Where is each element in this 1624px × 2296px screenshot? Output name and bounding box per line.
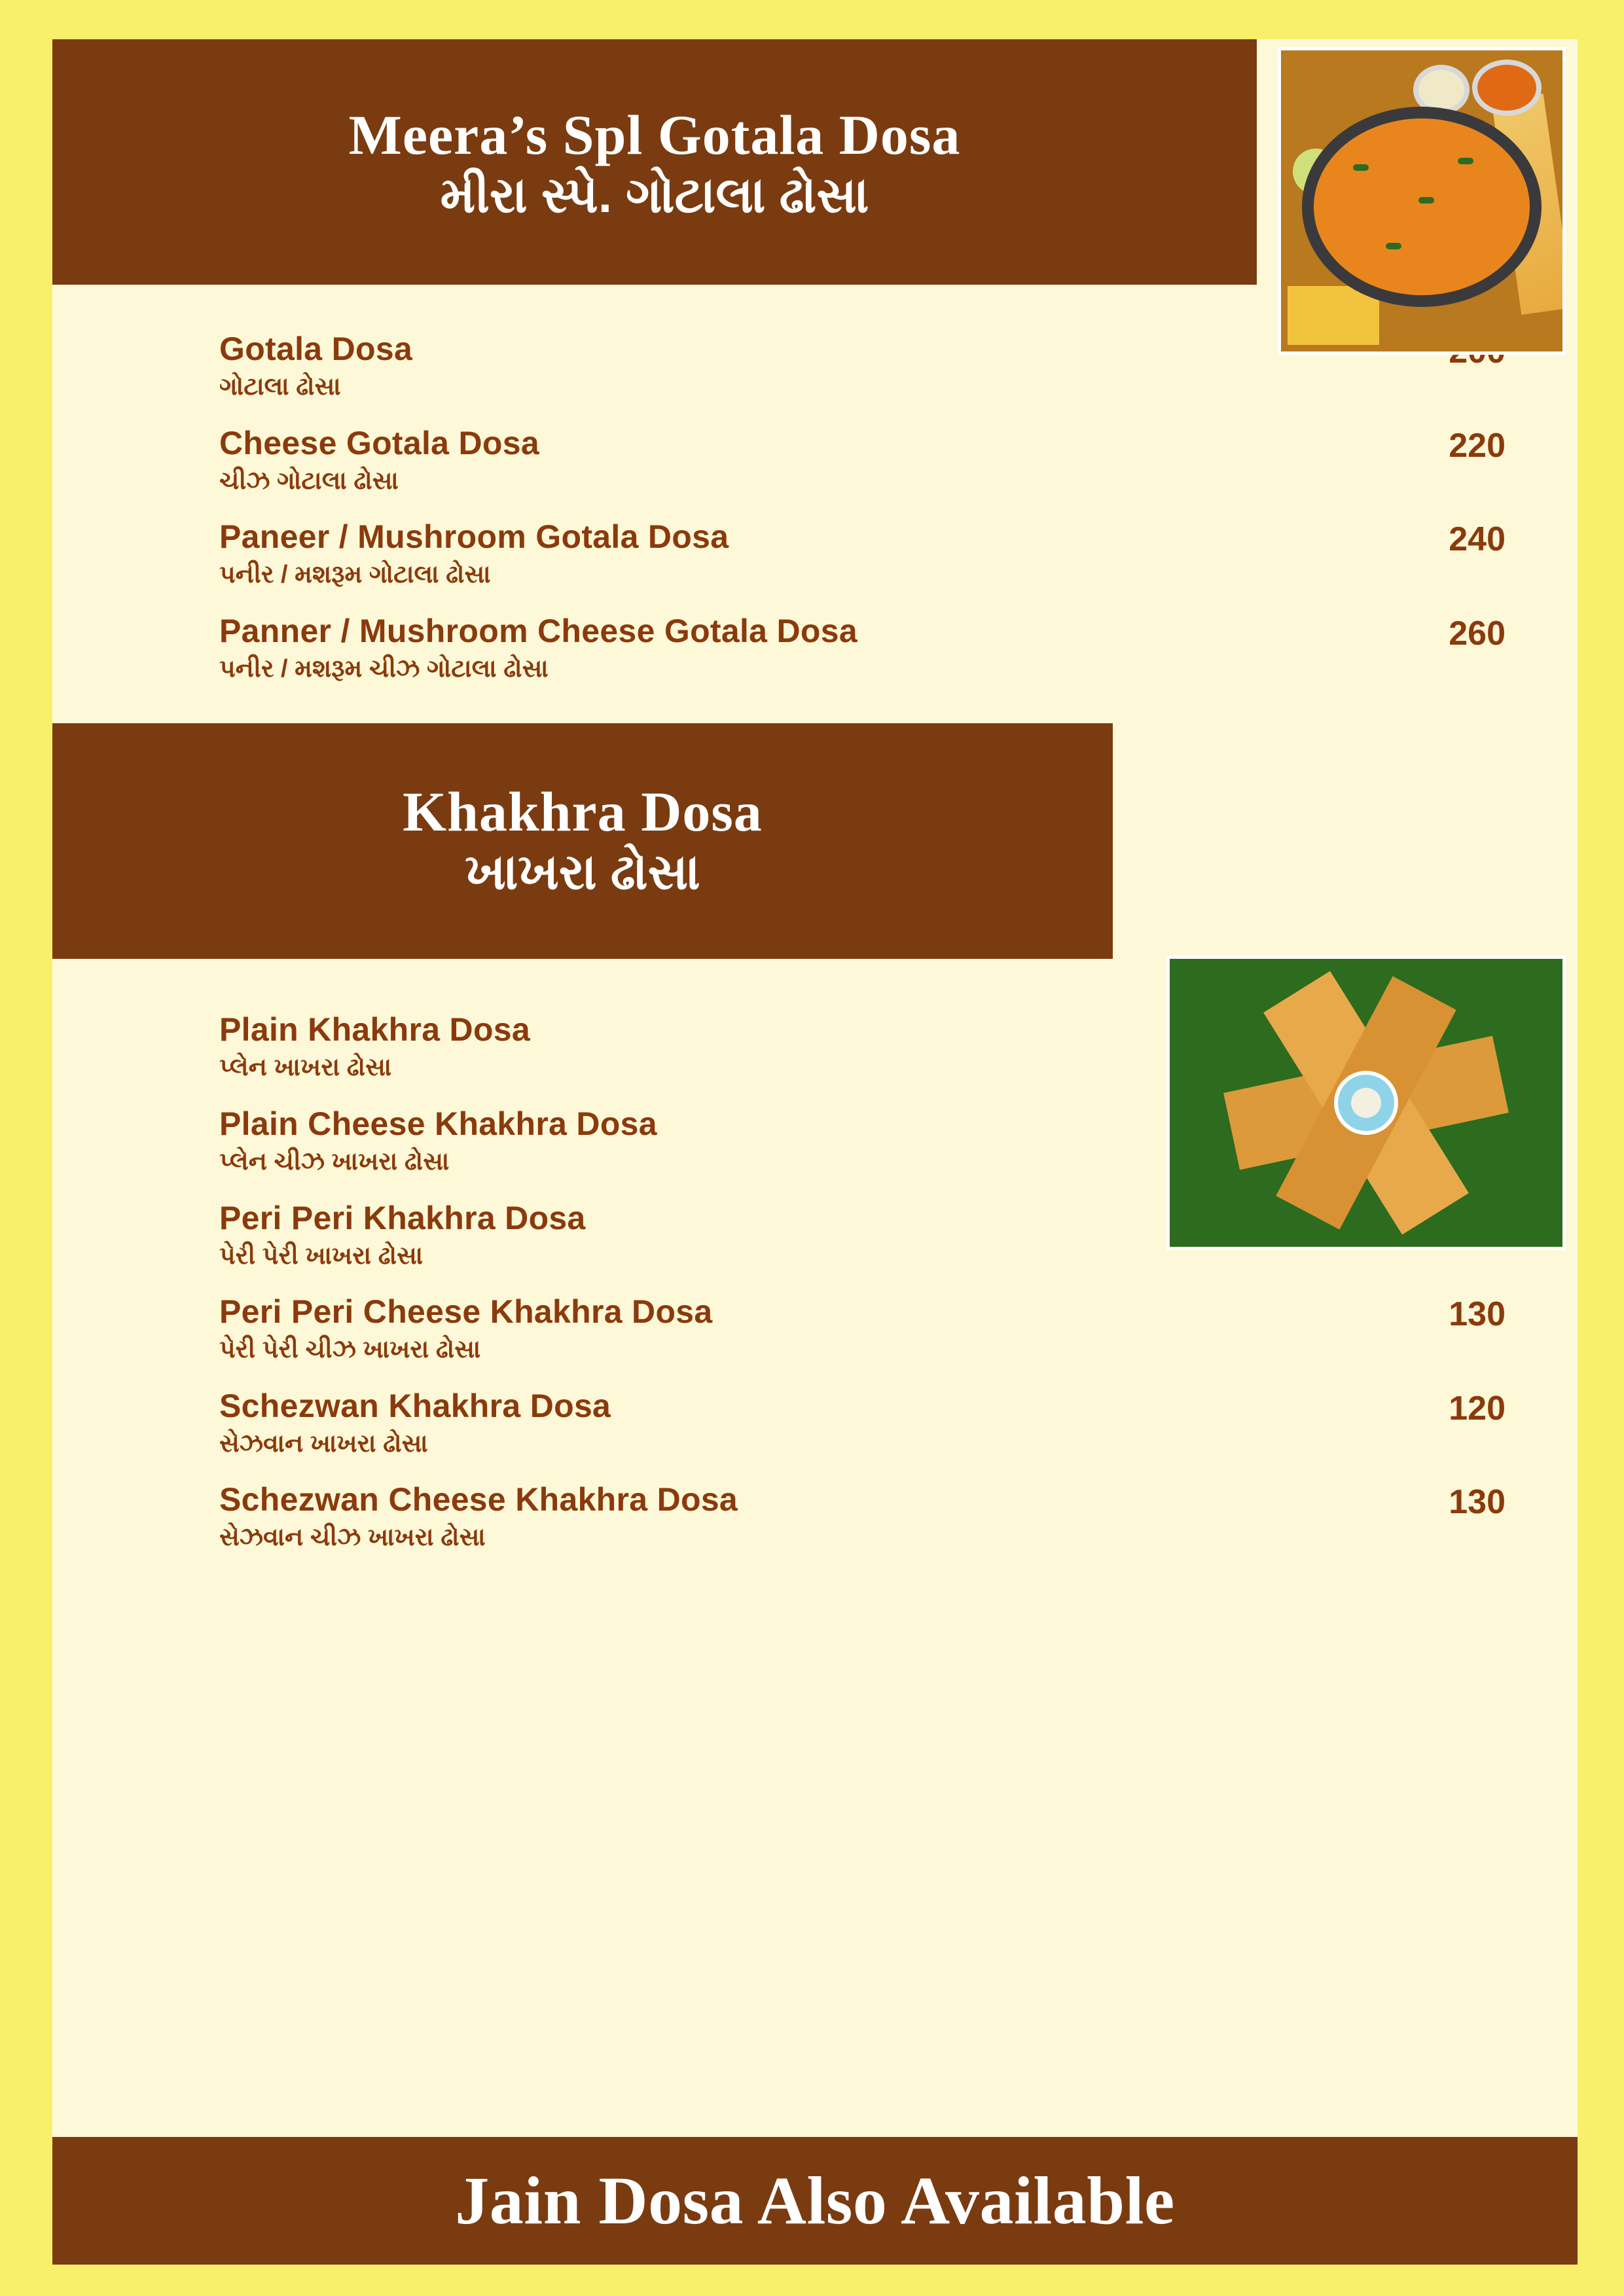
footer-banner [52, 2137, 1578, 2265]
menu-item-name-gu: ચીઝ ગોટાલા ઢોસા [219, 467, 399, 495]
menu-item-price: 220 [1449, 426, 1506, 465]
section-title-en: Khakhra Dosa [403, 780, 763, 843]
section-title-gu: ખાખરા ઢોસા [465, 844, 700, 900]
menu-item-name-gu: પેરી પેરી ખાખરા ઢોસા [219, 1242, 424, 1270]
footer-text: Jain Dosa Also Available [455, 2163, 1175, 2238]
menu-item-price: 130 [1449, 1295, 1506, 1334]
menu-item-texts [219, 1293, 1407, 1365]
menu-item-name-gu: પનીર / મશરૂમ ચીઝ ગોટાલા ઢોસા [219, 655, 549, 683]
menu-item-name-en: Plain Khakhra Dosa [219, 1011, 531, 1049]
gotala-dosa-photo-plate [1314, 118, 1530, 295]
menu-item-name-en: Peri Peri Khakhra Dosa [219, 1199, 586, 1236]
menu-item [52, 1388, 1578, 1460]
menu-item-name-en: Paneer / Mushroom Gotala Dosa [219, 518, 729, 556]
khakhra-dosa-photo [1166, 956, 1566, 1250]
menu-item-name-en: Peri Peri Cheese Khakhra Dosa [219, 1293, 713, 1331]
gotala-dosa-photo-garnish [1458, 158, 1473, 164]
menu-item [52, 1481, 1578, 1553]
gotala-dosa-photo-corner-dish [1288, 286, 1379, 345]
menu-item-texts [219, 1388, 1407, 1460]
menu-item-texts [219, 331, 1407, 403]
menu-item-price: 120 [1449, 1389, 1506, 1427]
menu-item-name-en: Cheese Gotala Dosa [219, 424, 539, 461]
gotala-dosa-photo-sambar-bowl [1418, 70, 1464, 109]
menu-item-price: 260 [1449, 614, 1506, 653]
menu-item-name-gu: ગોટાલા ઢોસા [219, 373, 341, 401]
gotala-dosa-photo-garnish [1418, 197, 1434, 204]
menu-item-name-en: Plain Cheese Khakhra Dosa [219, 1105, 657, 1142]
menu-item [52, 518, 1578, 590]
menu-item-name-en: Schezwan Khakhra Dosa [219, 1387, 611, 1424]
khakhra-dosa-photo-chutney-bowl [1338, 1075, 1394, 1131]
menu-item-name-gu: પેરી પેરી ચીઝ ખાખરા ઢોસા [219, 1336, 481, 1364]
menu-item-texts [219, 425, 1407, 497]
menu-item [52, 425, 1578, 497]
menu-item [52, 613, 1578, 685]
gotala-dosa-photo-garnish [1386, 243, 1401, 249]
menu-item-name-gu: સેઝવાન ચીઝ ખાખરા ઢોસા [219, 1524, 486, 1552]
section-title-gu: મીરા સ્પે. ગોટાલા ઢોસા [440, 167, 869, 223]
section-header-gotala-dosa [52, 39, 1257, 285]
menu-item-name-en: Gotala Dosa [219, 331, 413, 367]
gotala-dosa-photo [1278, 47, 1566, 355]
menu-item-texts [219, 518, 1407, 590]
menu-item-name-gu: પ્લેન ચીઝ ખાખરા ઢોસા [219, 1147, 450, 1175]
menu-item-name-en: Panner / Mushroom Cheese Gotala Dosa [219, 612, 857, 649]
menu-item-price: 240 [1449, 520, 1506, 559]
menu-item-name-en: Schezwan Cheese Khakhra Dosa [219, 1481, 738, 1518]
menu-item [52, 1293, 1578, 1365]
menu-item-name-gu: સેઝવાન ખાખરા ઢોસા [219, 1429, 428, 1458]
menu-item-name-gu: પ્લેન ખાખરા ઢોસા [219, 1054, 392, 1082]
menu-item-texts [219, 613, 1407, 685]
menu-card [52, 39, 1578, 2265]
gotala-dosa-photo-chutney-bowl [1477, 65, 1536, 111]
section-header-khakhra-dosa [52, 723, 1113, 959]
menu-item-texts [219, 1481, 1407, 1553]
section-title-en: Meera’s Spl Gotala Dosa [348, 103, 961, 166]
menu-item-name-gu: પનીર / મશરૂમ ગોટાલા ઢોસા [219, 561, 491, 589]
menu-item-price: 130 [1449, 1483, 1506, 1522]
gotala-dosa-photo-garnish [1353, 164, 1369, 171]
